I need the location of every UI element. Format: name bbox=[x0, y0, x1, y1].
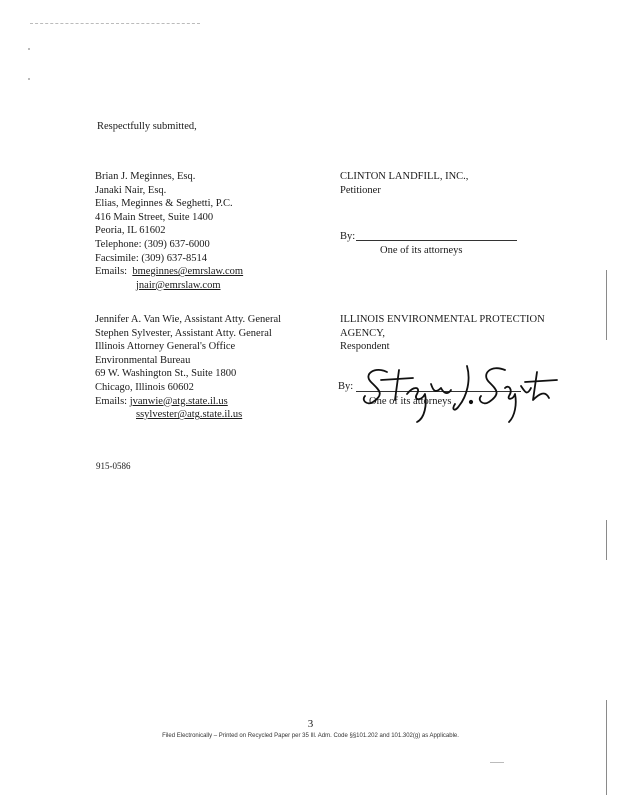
counsel-line: Facsimile: (309) 637-8514 bbox=[95, 252, 207, 264]
scan-edge-line bbox=[606, 270, 607, 340]
party-name: CLINTON LANDFILL, INC., bbox=[340, 171, 469, 182]
email-label: Emails: bbox=[95, 266, 128, 278]
by-label: By: bbox=[340, 231, 356, 242]
counsel-line: Stephen Sylvester, Assistant Atty. General bbox=[95, 327, 272, 339]
counsel-line: Telephone: (309) 637-6000 bbox=[95, 238, 210, 250]
counsel-line: Environmental Bureau bbox=[95, 354, 191, 366]
by-label: By: bbox=[338, 381, 354, 392]
respondent-counsel-block bbox=[95, 313, 281, 422]
counsel-line: Peoria, IL 61602 bbox=[95, 225, 166, 237]
scan-edge-line bbox=[606, 700, 607, 795]
signature-caption: One of its attorneys bbox=[380, 245, 463, 256]
handwritten-signature bbox=[355, 360, 560, 430]
petitioner-party-block bbox=[340, 170, 468, 197]
scan-artifact-dot bbox=[28, 48, 30, 50]
email-row bbox=[95, 279, 243, 293]
counsel-line: Chicago, Illinois 60602 bbox=[95, 381, 194, 393]
email-row bbox=[95, 265, 243, 279]
footer-note: Filed Electronically – Printed on Recycled Paper per 35 Ill. Adm. Code §§101.202 and 101.302(g) as Applicable. bbox=[162, 733, 459, 739]
scan-artifact-dot bbox=[28, 78, 30, 80]
email-link[interactable]: ssylvester@atg.state.il.us bbox=[136, 409, 243, 421]
signature-line bbox=[356, 240, 517, 241]
counsel-line: Jennifer A. Van Wie, Assistant Atty. General bbox=[95, 314, 282, 325]
counsel-line: 69 W. Washington St., Suite 1800 bbox=[95, 368, 237, 380]
scan-edge-line bbox=[606, 520, 607, 560]
email-row bbox=[95, 395, 281, 409]
email-link[interactable]: jvanwie@atg.state.il.us bbox=[129, 395, 228, 407]
party-name: AGENCY, bbox=[340, 327, 386, 339]
party-role: Petitioner bbox=[340, 184, 381, 196]
signature-caption: One of its attorneys bbox=[369, 396, 452, 407]
scan-artifact-top bbox=[30, 23, 200, 25]
email-link[interactable]: jnair@emrslaw.com bbox=[136, 279, 221, 291]
email-label: Emails: bbox=[95, 395, 128, 407]
party-name: ILLINOIS ENVIRONMENTAL PROTECTION bbox=[340, 314, 545, 325]
closing-text: Respectfully submitted, bbox=[97, 121, 197, 132]
respondent-party-block bbox=[340, 313, 545, 354]
party-role: Respondent bbox=[340, 341, 390, 353]
page-number: 3 bbox=[307, 718, 314, 730]
petitioner-counsel-block bbox=[95, 170, 243, 292]
counsel-line: Illinois Attorney General's Office bbox=[95, 341, 236, 353]
email-row bbox=[95, 408, 281, 422]
email-link[interactable]: bmeginnes@emrslaw.com bbox=[132, 266, 244, 278]
counsel-line: Brian J. Meginnes, Esq. bbox=[95, 171, 196, 182]
counsel-line: Janaki Nair, Esq. bbox=[95, 184, 167, 196]
document-number: 915-0586 bbox=[96, 461, 131, 471]
counsel-line: Elias, Meginnes & Seghetti, P.C. bbox=[95, 198, 233, 210]
counsel-line: 416 Main Street, Suite 1400 bbox=[95, 211, 214, 223]
scan-artifact-dot bbox=[490, 762, 504, 763]
